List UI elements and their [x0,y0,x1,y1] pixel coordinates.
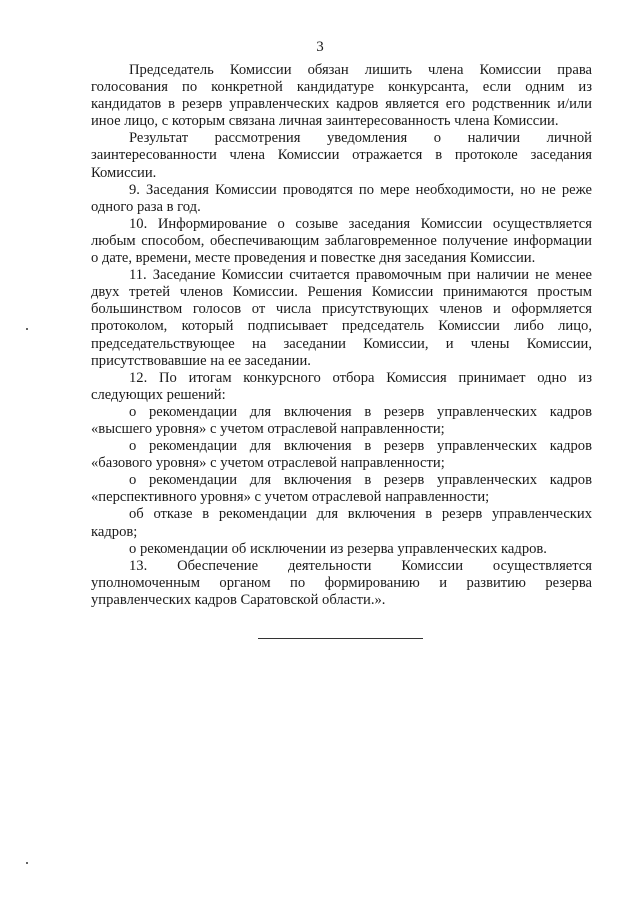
paragraph-notification-result: Результат рассмотрения уведомления о наличии личной заинтересованности члена Комиссии отражается в протоколе заседания Комиссии. [91,130,592,181]
separator-line [258,638,423,639]
paragraph-chair-voting: Председатель Комиссии обязан лишить члена Комиссии права голосования по конкретной кандидатуре конкурсанта, если одним из кандидатов в резерв управленческих кадров является его родственник и/или иное лицо, с которым связана личная заинтересованность члена Комиссии. [91,62,592,130]
decision-item-prospective-level: о рекомендации для включения в резерв управленческих кадров «перспективного уровня» с учетом отраслевой направленности; [91,472,592,506]
paragraph-11: 11. Заседание Комиссии считается правомочным при наличии не менее двух третей членов Комиссии. Решения Комиссии принимаются простым большинством голосов от числа присутствующих членов и оформляется протоколом, который подписывает председатель Комиссии либо лицо, председательствующее на заседании Комиссии, и члены Комиссии, присутствовавшие на ее заседании. [91,267,592,369]
decision-item-base-level: о рекомендации для включения в резерв управленческих кадров «базового уровня» с учетом отраслевой направленности; [91,438,592,472]
paragraph-13: 13. Обеспечение деятельности Комиссии осуществляется уполномоченным органом по формированию и развитию резерва управленческих кадров Саратовской области.». [91,557,592,608]
paragraph-9: 9. Заседания Комиссии проводятся по мере необходимости, но не реже одного раза в год. [91,181,592,215]
paragraph-10: 10. Информирование о созыве заседания Комиссии осуществляется любым способом, обеспечивающим заблаговременное получение информации о дате, времени, месте проведения и повестке дня заседания Комиссии. [91,215,592,267]
page-number: 3 [316,39,324,55]
decision-item-exclusion: о рекомендации об исключении из резерва управленческих кадров. [129,540,547,557]
scan-mark [26,862,28,864]
paragraph-12: 12. По итогам конкурсного отбора Комиссия принимает одно из следующих решений: [91,369,592,403]
decision-item-top-level: о рекомендации для включения в резерв управленческих кадров «высшего уровня» с учетом отраслевой направленности; [91,403,592,437]
scan-mark [26,328,28,330]
decision-item-refusal: об отказе в рекомендации для включения в резерв управленческих кадров; [91,506,592,540]
document-body [91,62,592,609]
